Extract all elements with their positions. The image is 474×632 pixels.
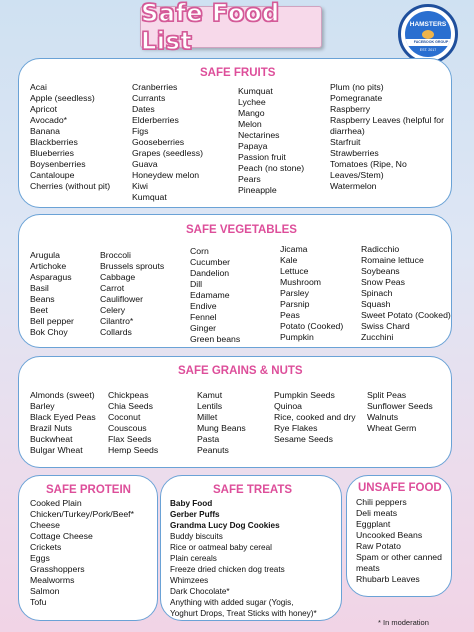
grain-item: Hemp Seeds <box>108 445 159 455</box>
fruit-item: Guava <box>132 159 158 169</box>
protein-item: Crickets <box>30 542 62 552</box>
vegetable-item: Corn <box>190 246 209 256</box>
vegetable-item: Cauliflower <box>100 294 143 304</box>
treat-item: Dark Chocolate* <box>170 587 230 596</box>
treat-item-bold: Gerber Puffs <box>170 510 220 519</box>
grain-item: Chickpeas <box>108 390 149 400</box>
fruit-item: Apple (seedless) <box>30 93 95 103</box>
vegetable-item: Endive <box>190 301 217 311</box>
treat-item-bold: Baby Food <box>170 499 213 508</box>
grain-item: Wheat Germ <box>367 423 417 433</box>
logo-inner <box>405 11 451 57</box>
vegetable-item: Beet <box>30 305 48 315</box>
vegetable-item: Green beans <box>190 334 241 344</box>
protein-item: Cooked Plain <box>30 498 82 508</box>
fruit-item: Cantaloupe <box>30 170 75 180</box>
fruit-item: Plum (no pits) <box>330 82 384 92</box>
fruit-item: Watermelon <box>330 181 377 191</box>
vegetable-item: Parsley <box>280 288 309 298</box>
fruit-item: Kumquat <box>238 86 273 96</box>
vegetable-item: Lettuce <box>280 266 309 276</box>
treat-item: Anything with added sugar (Yogis, <box>170 598 294 607</box>
treat-item: Freeze dried chicken dog treats <box>170 565 285 574</box>
vegetable-item: Dill <box>190 279 203 289</box>
vegetable-item: Peas <box>280 310 300 320</box>
grains-column-4 <box>274 390 356 445</box>
grain-item: Black Eyed Peas <box>30 412 96 422</box>
fruit-item: Apricot <box>30 104 58 114</box>
fruits-column-3 <box>238 86 304 196</box>
fruit-item: Blackberries <box>30 137 78 147</box>
hamsters-group-logo <box>398 4 458 64</box>
vegetable-item: Sweet Potato (Cooked) <box>361 310 451 320</box>
hamster-icon <box>422 30 434 39</box>
fruit-item: Papaya <box>238 141 268 151</box>
fruit-item: Kiwi <box>132 181 148 191</box>
grain-item: Chia Seeds <box>108 401 153 411</box>
fruit-item: Avocado* <box>30 115 68 125</box>
grain-item: Sunflower Seeds <box>367 401 433 411</box>
vegetable-item: Beans <box>30 294 55 304</box>
vegetable-item: Pumpkin <box>280 332 314 342</box>
fruit-item: Tomatoes (Ripe, No Leaves/Stem) <box>330 159 407 180</box>
fruit-item: Starfruit <box>330 137 361 147</box>
fruit-item: Lychee <box>238 97 266 107</box>
fruit-item: Cherries (without pit) <box>30 181 111 191</box>
title-banner <box>140 0 322 55</box>
vegetable-item: Cucumber <box>190 257 231 267</box>
protein-item: Cheese <box>30 520 60 530</box>
grain-item: Rye Flakes <box>274 423 318 433</box>
fruit-item: Pears <box>238 174 261 184</box>
grain-item: Barley <box>30 401 55 411</box>
unsafe-item: Rhubarb Leaves <box>356 574 420 584</box>
vegetables-column-3 <box>190 246 240 345</box>
vegetables-column-5 <box>361 244 451 343</box>
unsafe-item: Chili peppers <box>356 497 407 507</box>
vegetable-item: Kale <box>280 255 298 265</box>
fruit-item: Nectarines <box>238 130 280 140</box>
grains-column-2 <box>108 390 158 456</box>
vegetable-item: Brussels sprouts <box>100 261 165 271</box>
vegetable-item: Potato (Cooked) <box>280 321 344 331</box>
fruit-item: Passion fruit <box>238 152 286 162</box>
unsafe-item: Uncooked Beans <box>356 530 423 540</box>
unsafe-item: Raw Potato <box>356 541 401 551</box>
protein-item: Eggs <box>30 553 50 563</box>
unsafe-food-heading: UNSAFE FOOD <box>358 482 442 494</box>
fruits-column-1 <box>30 82 110 192</box>
unsafe-item: Deli meats <box>356 508 398 518</box>
vegetable-item: Cilantro* <box>100 316 134 326</box>
safe-grains-heading: SAFE GRAINS & NUTS <box>178 365 303 377</box>
page-title: Safe Food List <box>141 0 280 55</box>
vegetable-item: Zucchini <box>361 332 394 342</box>
grain-item: Almonds (sweet) <box>30 390 95 400</box>
grain-item: Kamut <box>197 390 223 400</box>
grain-item: Quinoa <box>274 401 303 411</box>
grain-item: Peanuts <box>197 445 229 455</box>
vegetable-item: Squash <box>361 299 391 309</box>
treat-item-bold: Grandma Lucy Dog Cookies <box>170 521 280 530</box>
vegetable-item: Collards <box>100 327 132 337</box>
vegetable-item: Radicchio <box>361 244 400 254</box>
vegetable-item: Broccoli <box>100 250 131 260</box>
logo-bottom-text: EST. 2017 <box>419 48 437 52</box>
fruit-item: Grapes (seedless) <box>132 148 203 158</box>
vegetable-item: Soybeans <box>361 266 400 276</box>
vegetable-item: Cabbage <box>100 272 136 282</box>
fruit-item: Honeydew melon <box>132 170 200 180</box>
fruits-column-2 <box>132 82 203 203</box>
grain-item: Pasta <box>197 434 220 444</box>
fruit-item: Acai <box>30 82 47 92</box>
fruit-item: Raspberry <box>330 104 371 114</box>
vegetable-item: Bok Choy <box>30 327 68 337</box>
protein-item: Grasshoppers <box>30 564 85 574</box>
logo-band-text: FACEBOOK GROUP <box>405 39 451 46</box>
vegetable-item: Carrot <box>100 283 125 293</box>
grain-item: Flax Seeds <box>108 434 152 444</box>
vegetables-column-1 <box>30 250 74 338</box>
vegetable-item: Edamame <box>190 290 230 300</box>
treat-item: Rice or oatmeal baby cereal <box>170 543 272 552</box>
grains-column-1 <box>30 390 96 456</box>
grain-item: Millet <box>197 412 218 422</box>
fruit-item: Kumquat <box>132 192 167 202</box>
treats-list <box>170 498 317 619</box>
safe-vegetables-heading: SAFE VEGETABLES <box>186 224 297 236</box>
fruit-item: Elderberries <box>132 115 179 125</box>
fruit-item: Dates <box>132 104 155 114</box>
grain-item: Lentils <box>197 401 223 411</box>
grain-item: Brazil Nuts <box>30 423 72 433</box>
protein-item: Mealworms <box>30 575 75 585</box>
protein-list <box>30 498 134 608</box>
fruit-item: Figs <box>132 126 149 136</box>
vegetable-item: Mushroom <box>280 277 322 287</box>
fruit-item: Raspberry Leaves (helpful for diarrhea) <box>330 115 444 136</box>
vegetable-item: Dandelion <box>190 268 230 278</box>
vegetable-item: Fennel <box>190 312 217 322</box>
fruit-item: Melon <box>238 119 262 129</box>
vegetable-item: Parsnip <box>280 299 310 309</box>
grain-item: Rice, cooked and dry <box>274 412 356 422</box>
treat-item: Whimzees <box>170 576 209 585</box>
vegetable-item: Bell pepper <box>30 316 74 326</box>
logo-top-text: HAMSTERS <box>409 21 447 28</box>
grain-item: Walnuts <box>367 412 399 422</box>
vegetable-item: Ginger <box>190 323 217 333</box>
grains-column-5 <box>367 390 433 434</box>
fruit-item: Currants <box>132 93 166 103</box>
grain-item: Bulgar Wheat <box>30 445 83 455</box>
footnote: * In moderation <box>378 618 429 627</box>
vegetable-item: Basil <box>30 283 49 293</box>
vegetables-column-2 <box>100 250 164 338</box>
vegetable-item: Snow Peas <box>361 277 405 287</box>
protein-item: Cottage Cheese <box>30 531 93 541</box>
treat-item: Yoghurt Drops, Treat Sticks with honey)* <box>170 609 317 618</box>
grain-item: Sesame Seeds <box>274 434 333 444</box>
vegetable-item: Artichoke <box>30 261 67 271</box>
vegetable-item: Celery <box>100 305 126 315</box>
fruit-item: Boysenberries <box>30 159 86 169</box>
vegetable-item: Arugula <box>30 250 60 260</box>
safe-fruits-heading: SAFE FRUITS <box>200 67 276 79</box>
grain-item: Buckwheat <box>30 434 73 444</box>
fruit-item: Blueberries <box>30 148 74 158</box>
unsafe-list <box>356 497 450 585</box>
grain-item: Pumpkin Seeds <box>274 390 335 400</box>
grain-item: Split Peas <box>367 390 407 400</box>
fruit-item: Pomegranate <box>330 93 383 103</box>
fruit-item: Cranberries <box>132 82 178 92</box>
grain-item: Mung Beans <box>197 423 246 433</box>
vegetable-item: Jicama <box>280 244 308 254</box>
vegetables-column-4 <box>280 244 343 343</box>
treat-item: Plain cereals <box>170 554 217 563</box>
protein-item: Tofu <box>30 597 47 607</box>
unsafe-item: Eggplant <box>356 519 391 529</box>
vegetable-item: Romaine lettuce <box>361 255 424 265</box>
fruit-item: Strawberries <box>330 148 379 158</box>
fruits-column-4 <box>330 82 448 192</box>
fruit-item: Banana <box>30 126 60 136</box>
unsafe-item: Spam or other canned meats <box>356 552 442 573</box>
safe-protein-heading: SAFE PROTEIN <box>46 484 131 496</box>
fruit-item: Peach (no stone) <box>238 163 305 173</box>
grains-column-3 <box>197 390 246 456</box>
protein-item: Salmon <box>30 586 60 596</box>
fruit-item: Mango <box>238 108 265 118</box>
grain-item: Couscous <box>108 423 147 433</box>
vegetable-item: Asparagus <box>30 272 72 282</box>
grain-item: Coconut <box>108 412 141 422</box>
vegetable-item: Swiss Chard <box>361 321 410 331</box>
safe-treats-heading: SAFE TREATS <box>213 484 293 496</box>
fruit-item: Gooseberries <box>132 137 185 147</box>
vegetable-item: Spinach <box>361 288 393 298</box>
fruit-item: Pineapple <box>238 185 277 195</box>
treat-item: Buddy biscuits <box>170 532 223 541</box>
protein-item: Chicken/Turkey/Pork/Beef* <box>30 509 134 519</box>
